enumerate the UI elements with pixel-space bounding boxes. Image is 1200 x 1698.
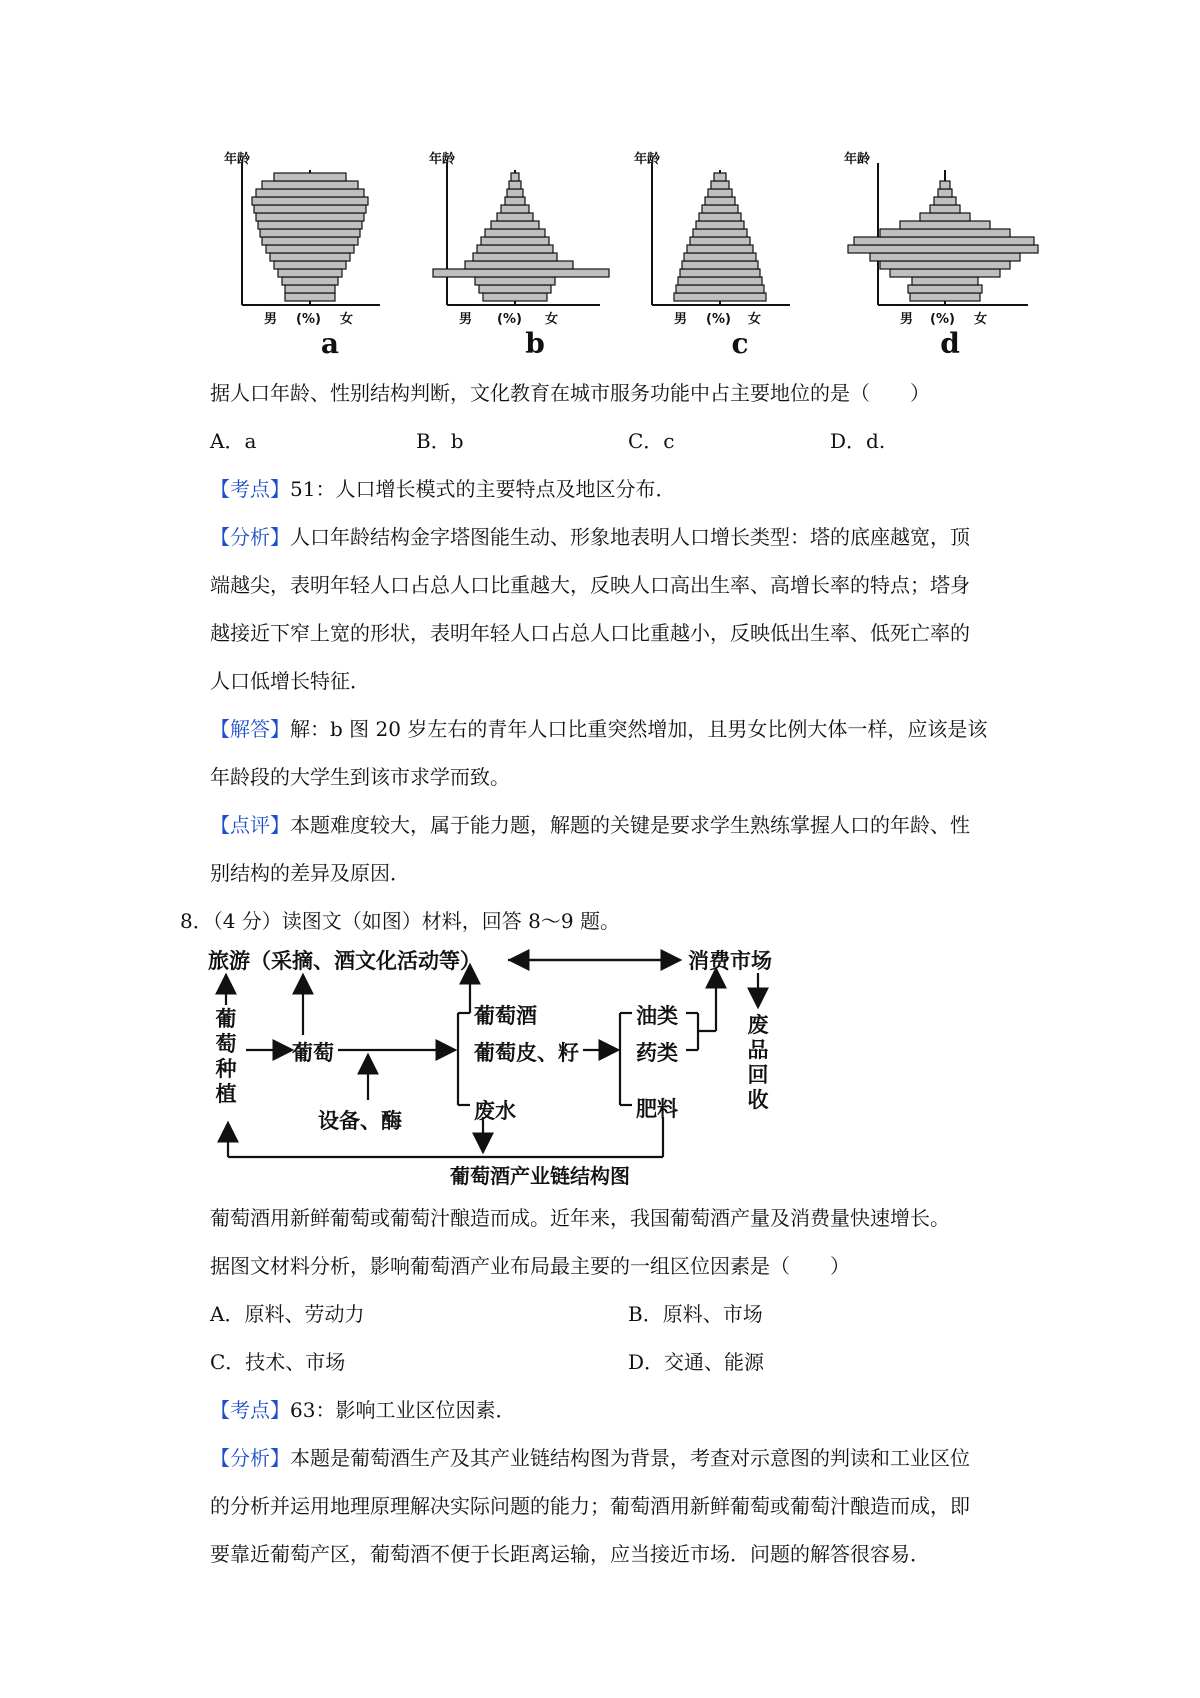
pyramid-c-chart bbox=[634, 152, 840, 327]
flow-wine: 葡萄酒 bbox=[474, 1004, 537, 1028]
q7-kaodian-tag: 【考点】 bbox=[210, 477, 290, 501]
q7-dianping-line-1 bbox=[210, 812, 1040, 838]
q8-kaodian-text: 63：影响工业区位因素． bbox=[290, 1398, 516, 1422]
pyramid-b-letter: b bbox=[525, 327, 545, 360]
pyramid-c-female-label: 女 bbox=[748, 312, 762, 327]
pyramid-b-chart bbox=[429, 152, 635, 327]
pyramid-a-male-label: 男 bbox=[264, 312, 278, 327]
q8-option-c: C．技术、市场 bbox=[210, 1350, 346, 1374]
pyramid-b-y-label: 年龄 bbox=[429, 152, 456, 167]
pyramid-c bbox=[634, 152, 840, 360]
q8-option-a: A．原料、劳动力 bbox=[210, 1302, 365, 1326]
pyramid-d-male-label: 男 bbox=[900, 312, 914, 327]
q7-option-d: D．d. bbox=[830, 429, 886, 453]
q8-kaodian-tag: 【考点】 bbox=[210, 1398, 290, 1422]
pyramid-c-male-label: 男 bbox=[674, 312, 688, 327]
pyramid-c-y-label: 年龄 bbox=[634, 152, 661, 167]
q7-jieda-line-2: 年龄段的大学生到该市求学而致。 bbox=[210, 765, 510, 789]
q7-fenxi-line-3: 越接近下窄上宽的形状，表明年轻人口占总人口比重越小，反映低出生率、低死亡率的 bbox=[210, 621, 970, 645]
q7-option-c: C．c bbox=[628, 429, 675, 453]
q7-kaodian-text: 51：人口增长模式的主要特点及地区分布． bbox=[290, 477, 676, 501]
flow-oil: 油类 bbox=[636, 1004, 678, 1028]
q8-material-line: 葡萄酒用新鲜葡萄或葡萄汁酿造而成。近年来，我国葡萄酒产量及消费量快速增长。 bbox=[210, 1206, 950, 1230]
pyramid-a-unit-label: (%) bbox=[296, 312, 321, 327]
flow-caption: 葡萄酒产业链结构图 bbox=[450, 1164, 630, 1188]
pyramid-b-male-label: 男 bbox=[459, 312, 473, 327]
flow-planting: 葡萄种植 bbox=[215, 1007, 237, 1106]
q7-jieda-line-1 bbox=[210, 716, 1040, 742]
flow-recycle: 废品回收 bbox=[747, 1013, 769, 1112]
q8-option-b: B．原料、市场 bbox=[628, 1302, 763, 1326]
q7-jieda-text-1: 解：b 图 20 岁左右的青年人口比重突然增加，且男女比例大体一样，应该是该 bbox=[290, 717, 988, 741]
q7-option-b: B．b bbox=[416, 429, 464, 453]
flow-market: 消费市场 bbox=[688, 949, 772, 973]
q8-fenxi-tag: 【分析】 bbox=[210, 1446, 290, 1470]
q7-fenxi-line-4: 人口低增长特征． bbox=[210, 669, 370, 693]
pyramid-a bbox=[224, 152, 430, 360]
q7-fenxi-line-1 bbox=[210, 524, 1040, 550]
flow-skin-seed: 葡萄皮、籽 bbox=[474, 1041, 579, 1065]
pyramid-a-chart bbox=[224, 152, 430, 327]
pyramid-b bbox=[429, 152, 635, 360]
q7-stem: 据人口年龄、性别结构判断，文化教育在城市服务功能中占主要地位的是（ ） bbox=[210, 381, 930, 405]
q7-fenxi-text-1: 人口年龄结构金字塔图能生动、形象地表明人口增长类型：塔的底座越宽，顶 bbox=[290, 525, 970, 549]
pyramid-a-letter: a bbox=[320, 327, 340, 360]
q8-fenxi-line-2: 的分析并运用地理原理解决实际问题的能力；葡萄酒用新鲜葡萄或葡萄汁酿造而成，即 bbox=[210, 1494, 970, 1518]
pyramid-c-letter: c bbox=[731, 327, 749, 360]
flow-waste-water: 废水 bbox=[474, 1099, 516, 1123]
q7-fenxi-tag: 【分析】 bbox=[210, 525, 290, 549]
q8-fenxi-text-1: 本题是葡萄酒生产及其产业链结构图为背景，考查对示意图的判读和工业区位 bbox=[290, 1446, 970, 1470]
q8-option-d: D．交通、能源 bbox=[628, 1350, 765, 1374]
q7-kaodian bbox=[210, 476, 1040, 502]
wine-industry-chain-diagram bbox=[208, 945, 848, 1165]
q7-dianping-text-1: 本题难度较大，属于能力题，解题的关键是要求学生熟练掌握人口的年龄、性 bbox=[290, 813, 970, 837]
flow-grape: 葡萄 bbox=[292, 1041, 334, 1065]
pyramid-b-unit-label: (%) bbox=[497, 312, 522, 327]
pyramid-d-letter: d bbox=[940, 327, 960, 360]
q8-fenxi-line-1 bbox=[210, 1445, 1040, 1471]
pyramid-d-unit-label: (%) bbox=[930, 312, 955, 327]
q7-jieda-tag: 【解答】 bbox=[210, 717, 290, 741]
pyramid-d-chart bbox=[844, 152, 1050, 327]
q8-kaodian bbox=[210, 1397, 1040, 1423]
pyramid-d-y-label: 年龄 bbox=[844, 152, 871, 167]
pyramid-a-female-label: 女 bbox=[340, 312, 354, 327]
pyramid-d bbox=[844, 152, 1050, 360]
pyramid-c-unit-label: (%) bbox=[706, 312, 731, 327]
pyramid-d-female-label: 女 bbox=[974, 312, 988, 327]
flow-equipment: 设备、酶 bbox=[318, 1109, 402, 1133]
q8-heading: 8．（4 分）读图文（如图）材料，回答 8～9 题。 bbox=[180, 909, 620, 933]
pyramid-a-y-label: 年龄 bbox=[224, 152, 251, 167]
q7-dianping-line-2: 别结构的差异及原因． bbox=[210, 861, 410, 885]
flow-fertilizer: 肥料 bbox=[636, 1097, 678, 1121]
flow-medicine: 药类 bbox=[636, 1041, 678, 1065]
q8-fenxi-line-3: 要靠近葡萄产区，葡萄酒不便于长距离运输，应当接近市场．问题的解答很容易． bbox=[210, 1542, 930, 1566]
pyramid-b-female-label: 女 bbox=[545, 312, 559, 327]
q7-fenxi-line-2: 端越尖，表明年轻人口占总人口比重越大，反映人口高出生率、高增长率的特点；塔身 bbox=[210, 573, 970, 597]
q7-option-a: A．a bbox=[210, 429, 257, 453]
q7-dianping-tag: 【点评】 bbox=[210, 813, 290, 837]
flow-tourism: 旅游（采摘、酒文化活动等） bbox=[208, 949, 481, 973]
q8-stem: 据图文材料分析，影响葡萄酒产业布局最主要的一组区位因素是（ ） bbox=[210, 1254, 850, 1278]
